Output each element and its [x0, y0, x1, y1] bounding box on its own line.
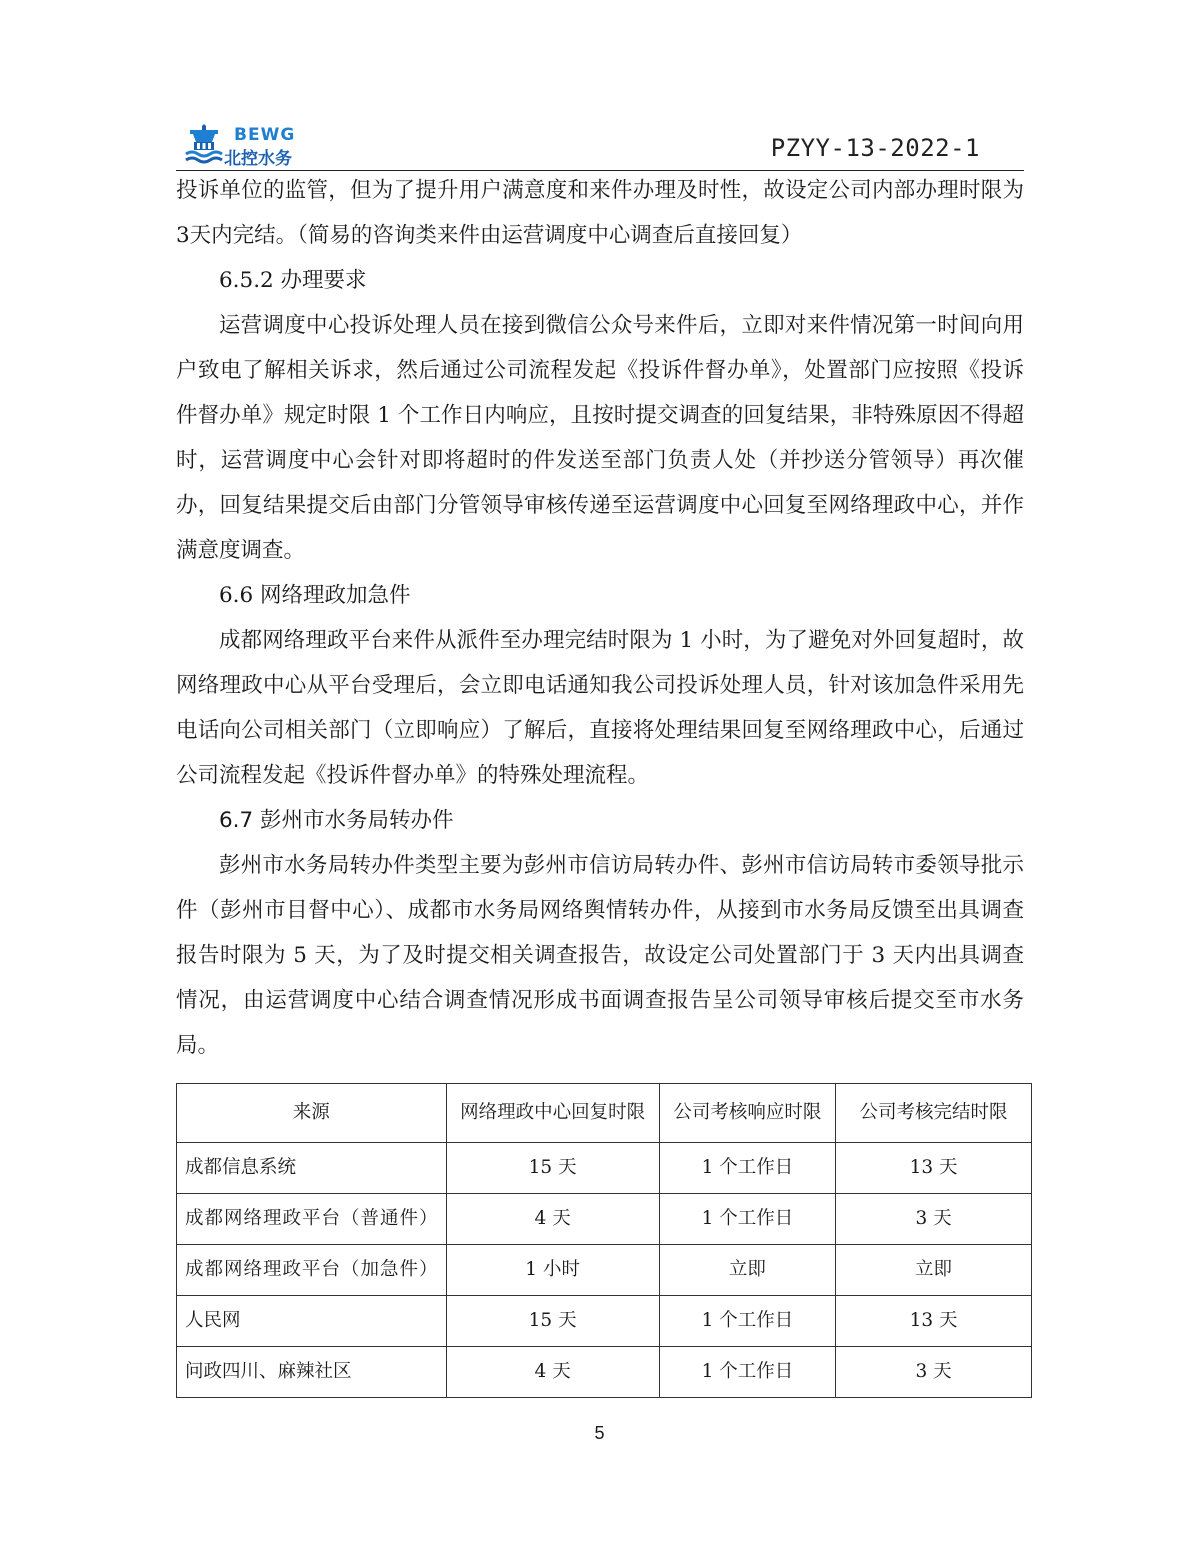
logo-text-en: BEWG [234, 125, 296, 145]
table-row [177, 1296, 1032, 1347]
cell-response-limit: 1 个工作日 [659, 1347, 835, 1398]
cell-completion-limit: 13 天 [836, 1143, 1032, 1194]
table-row [177, 1194, 1032, 1245]
cell-source: 成都信息系统 [177, 1143, 447, 1194]
table-row [177, 1143, 1032, 1194]
paragraph-2: 运营调度中心投诉处理人员在接到微信公众号来件后，立即对来件情况第一时间向用户致电了解相关诉求，然后通过公司流程发起《投诉件督办单》，处置部门应按照《投诉件督办单》规定时限 1 个工作日内响应，且按时提交调查的回复结果，非特殊原因不得超时，运营调度中心会针对即将超时的件发送至部门负责人处（并抄送分管领导）再次催办，回复结果提交后由部门分管领导审核传递至运营调度中心回复至网络理政中心，并作满意度调查。 [176, 313, 1024, 563]
table-row [177, 1347, 1032, 1398]
table-header-row [177, 1084, 1032, 1143]
cell-response-limit: 1 个工作日 [659, 1296, 835, 1347]
header-response-limit: 公司考核响应时限 [659, 1084, 835, 1143]
cell-response-limit: 立即 [659, 1245, 835, 1296]
cell-source: 成都网络理政平台（普通件） [177, 1194, 447, 1245]
bewg-logo-icon [184, 124, 224, 166]
cell-completion-limit: 3 天 [836, 1194, 1032, 1245]
cell-reply-limit: 4 天 [446, 1347, 659, 1398]
document-code: PZYY-13-2022-1 [770, 134, 980, 162]
paragraph-3: 成都网络理政平台来件从派件至办理完结时限为 1 小时，为了避免对外回复超时，故网络理政中心从平台受理后，会立即电话通知我公司投诉处理人员，针对该加急件采用先电话向公司相关部门（立即响应）了解后，直接将处理结果回复至网络理政中心，后通过公司流程发起《投诉件督办单》的特殊处理流程。 [176, 628, 1024, 788]
table-row [177, 1245, 1032, 1296]
header-reply-limit: 网络理政中心回复时限 [446, 1084, 659, 1143]
header-completion-limit: 公司考核完结时限 [836, 1084, 1032, 1143]
company-logo [184, 124, 324, 169]
cell-response-limit: 1 个工作日 [659, 1143, 835, 1194]
paragraph-4: 彭州市水务局转办件类型主要为彭州市信访局转办件、彭州市信访局转市委领导批示件（彭州市目督中心）、成都市水务局网络舆情转办件，从接到市水务局反馈至出具调查报告时限为 5 天，为了及时提交相关调查报告，故设定公司处置部门于 3 天内出具调查情况，由运营调度中心结合调查情况形成书面调查报告呈公司领导审核后提交至市水务局。 [176, 853, 1024, 1058]
cell-source: 成都网络理政平台（加急件） [177, 1245, 447, 1296]
header-source: 来源 [177, 1084, 447, 1143]
cell-source: 问政四川、麻辣社区 [177, 1347, 447, 1398]
cell-reply-limit: 4 天 [446, 1194, 659, 1245]
page-body [176, 168, 1024, 1068]
cell-reply-limit: 15 天 [446, 1296, 659, 1347]
time-limit-table [176, 1083, 1032, 1398]
page-header [176, 122, 1024, 171]
heading-6-6: 6.6 网络理政加急件 [219, 583, 411, 608]
cell-completion-limit: 立即 [836, 1245, 1032, 1296]
cell-reply-limit: 15 天 [446, 1143, 659, 1194]
heading-6-5-2: 6.5.2 办理要求 [219, 268, 367, 293]
cell-completion-limit: 3 天 [836, 1347, 1032, 1398]
cell-response-limit: 1 个工作日 [659, 1194, 835, 1245]
cell-source: 人民网 [177, 1296, 447, 1347]
cell-completion-limit: 13 天 [836, 1296, 1032, 1347]
paragraph-1: 投诉单位的监管，但为了提升用户满意度和来件办理及时性，故设定公司内部办理时限为3天内完结。（简易的咨询类来件由运营调度中心调查后直接回复） [176, 178, 1024, 248]
page-number: 5 [594, 1423, 605, 1443]
cell-reply-limit: 1 小时 [446, 1245, 659, 1296]
heading-6-7: 6.7 彭州市水务局转办件 [219, 808, 454, 833]
logo-text-cn: 北控水务 [224, 149, 292, 169]
